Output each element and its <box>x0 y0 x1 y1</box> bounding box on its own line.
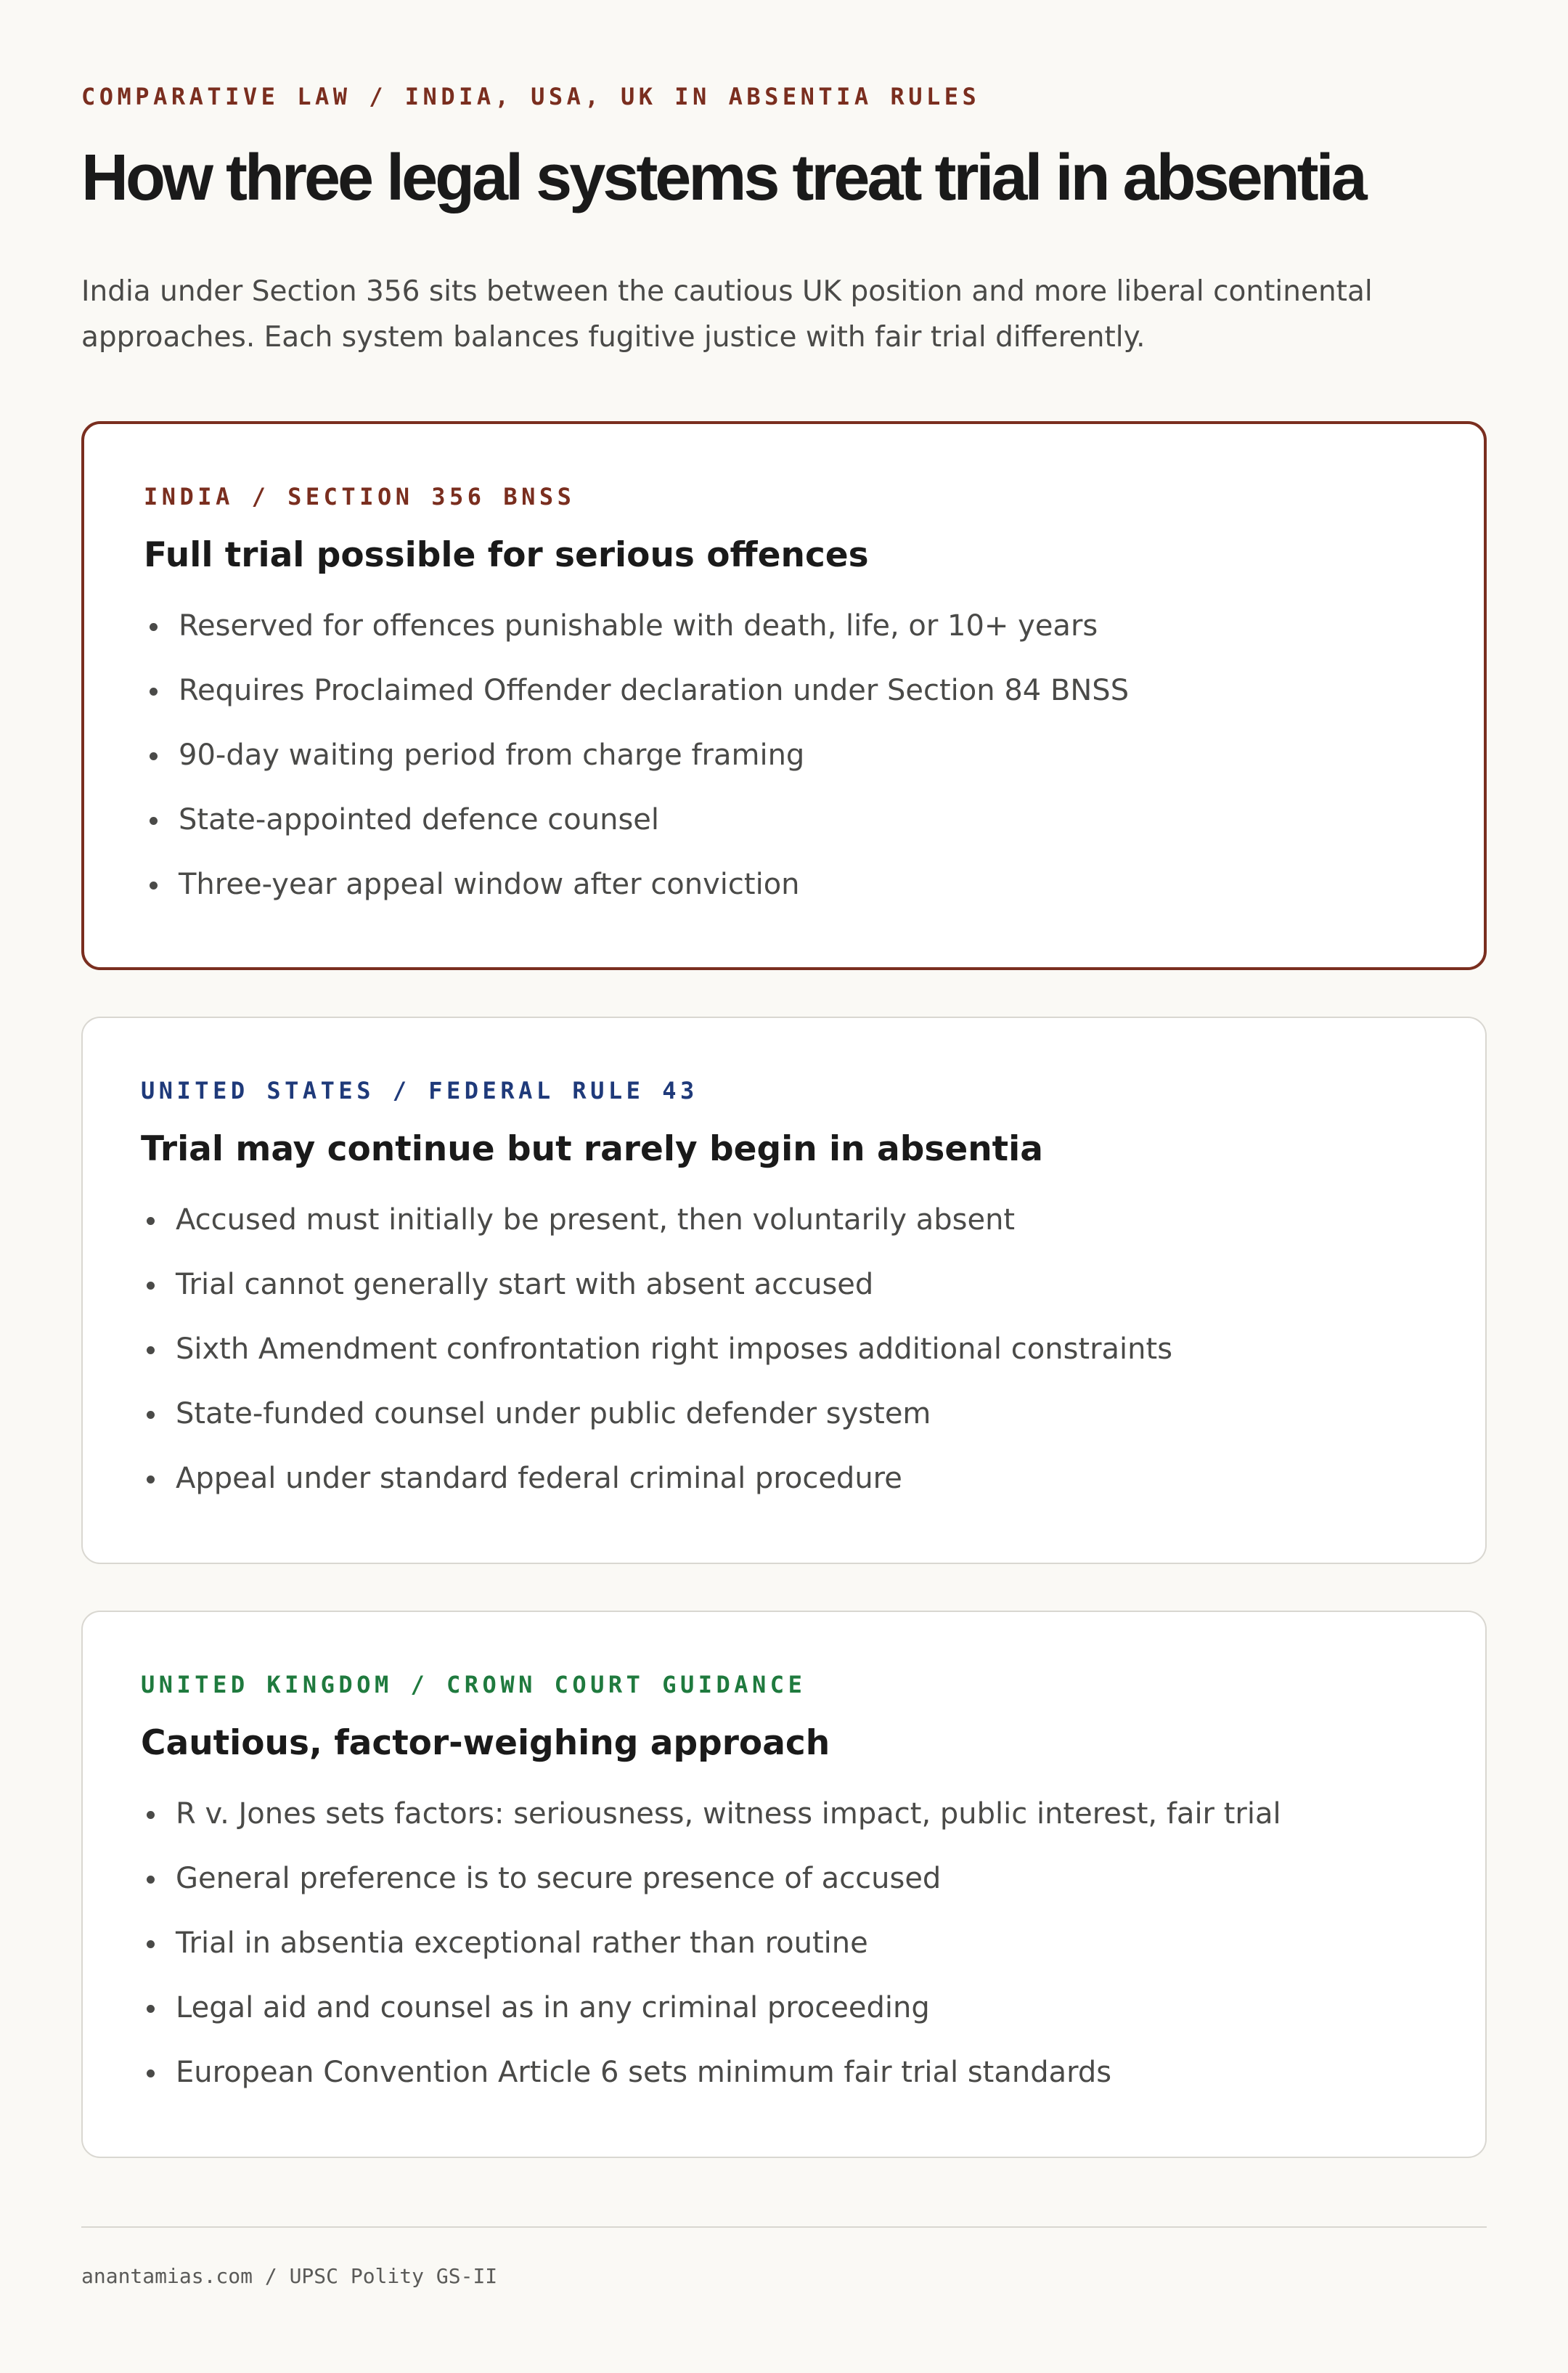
list-item <box>144 594 1426 659</box>
bullet-icon <box>147 1217 155 1225</box>
list-item-text: Trial cannot generally start with absent accused <box>176 1268 874 1302</box>
card-title: Full trial possible for serious offences <box>144 535 869 575</box>
bullet-icon <box>147 1876 155 1884</box>
card-list <box>141 1782 1427 2105</box>
list-item-text: Appeal under standard federal criminal procedure <box>176 1462 902 1496</box>
list-item-text: R v. Jones sets factors: seriousness, witness impact, public interest, fair trial <box>176 1797 1281 1831</box>
footer-text: anantamias.com / UPSC Polity GS-II <box>81 2264 498 2288</box>
list-item-text: Requires Proclaimed Offender declaration under Section 84 BNSS <box>179 674 1130 708</box>
page-title: How three legal systems treat trial in absentia <box>81 142 1365 214</box>
bullet-icon <box>147 2069 155 2077</box>
list-item-text: European Convention Article 6 sets minimum fair trial standards <box>176 2056 1112 2090</box>
list-item-text: State-appointed defence counsel <box>179 803 660 837</box>
card-united-states <box>81 1017 1487 1564</box>
card-title: Trial may continue but rarely begin in absentia <box>141 1129 1043 1169</box>
card-list <box>144 594 1426 917</box>
bullet-icon <box>147 1811 155 1819</box>
list-item-text: Trial in absentia exceptional rather than routine <box>176 1926 868 1961</box>
card-united-kingdom <box>81 1611 1487 2158</box>
list-item <box>141 1782 1427 1847</box>
bullet-icon <box>147 1411 155 1419</box>
list-item <box>144 788 1426 852</box>
list-item <box>141 1317 1427 1382</box>
list-item-text: 90-day waiting period from charge framing <box>179 738 805 773</box>
list-item <box>141 1188 1427 1253</box>
list-item <box>141 2040 1427 2105</box>
list-item <box>141 1382 1427 1446</box>
bullet-icon <box>147 1940 155 1948</box>
list-item <box>144 723 1426 788</box>
list-item-text: Reserved for offences punishable with death, life, or 10+ years <box>179 609 1098 643</box>
list-item <box>141 1446 1427 1511</box>
bullet-icon <box>147 1346 155 1354</box>
header-kicker: COMPARATIVE LAW / INDIA, USA, UK IN ABSENTIA RULES <box>81 83 981 110</box>
lead-paragraph: India under Section 356 sits between the cautious UK position and more liberal continental approaches. Each system balances fugitive justice with fair trial differently. <box>81 275 1373 354</box>
list-item-text: Accused must initially be present, then voluntarily absent <box>176 1203 1016 1237</box>
bullet-icon <box>150 817 158 825</box>
card-india <box>81 421 1487 970</box>
list-item <box>141 1911 1427 1976</box>
list-item <box>141 1847 1427 1911</box>
list-item-text: General preference is to secure presence of accused <box>176 1862 942 1896</box>
card-kicker: INDIA / SECTION 356 BNSS <box>144 483 576 510</box>
bullet-icon <box>150 623 158 631</box>
bullet-icon <box>150 752 158 760</box>
list-item <box>144 659 1426 723</box>
bullet-icon <box>147 1476 155 1483</box>
list-item-text: State-funded counsel under public defender system <box>176 1397 931 1431</box>
card-title: Cautious, factor-weighing approach <box>141 1723 830 1763</box>
footer-divider <box>81 2226 1487 2228</box>
list-item-text: Legal aid and counsel as in any criminal proceeding <box>176 1991 930 2025</box>
bullet-icon <box>150 688 158 696</box>
card-kicker: UNITED STATES / FEDERAL RULE 43 <box>141 1077 698 1104</box>
list-item <box>144 852 1426 917</box>
list-item <box>141 1976 1427 2040</box>
list-item-text: Three-year appeal window after conviction <box>179 868 800 902</box>
list-item <box>141 1253 1427 1317</box>
card-kicker: UNITED KINGDOM / CROWN COURT GUIDANCE <box>141 1671 807 1698</box>
bullet-icon <box>147 2005 155 2013</box>
list-item-text: Sixth Amendment confrontation right imposes additional constraints <box>176 1332 1173 1367</box>
card-list <box>141 1188 1427 1511</box>
bullet-icon <box>150 882 158 890</box>
bullet-icon <box>147 1282 155 1290</box>
